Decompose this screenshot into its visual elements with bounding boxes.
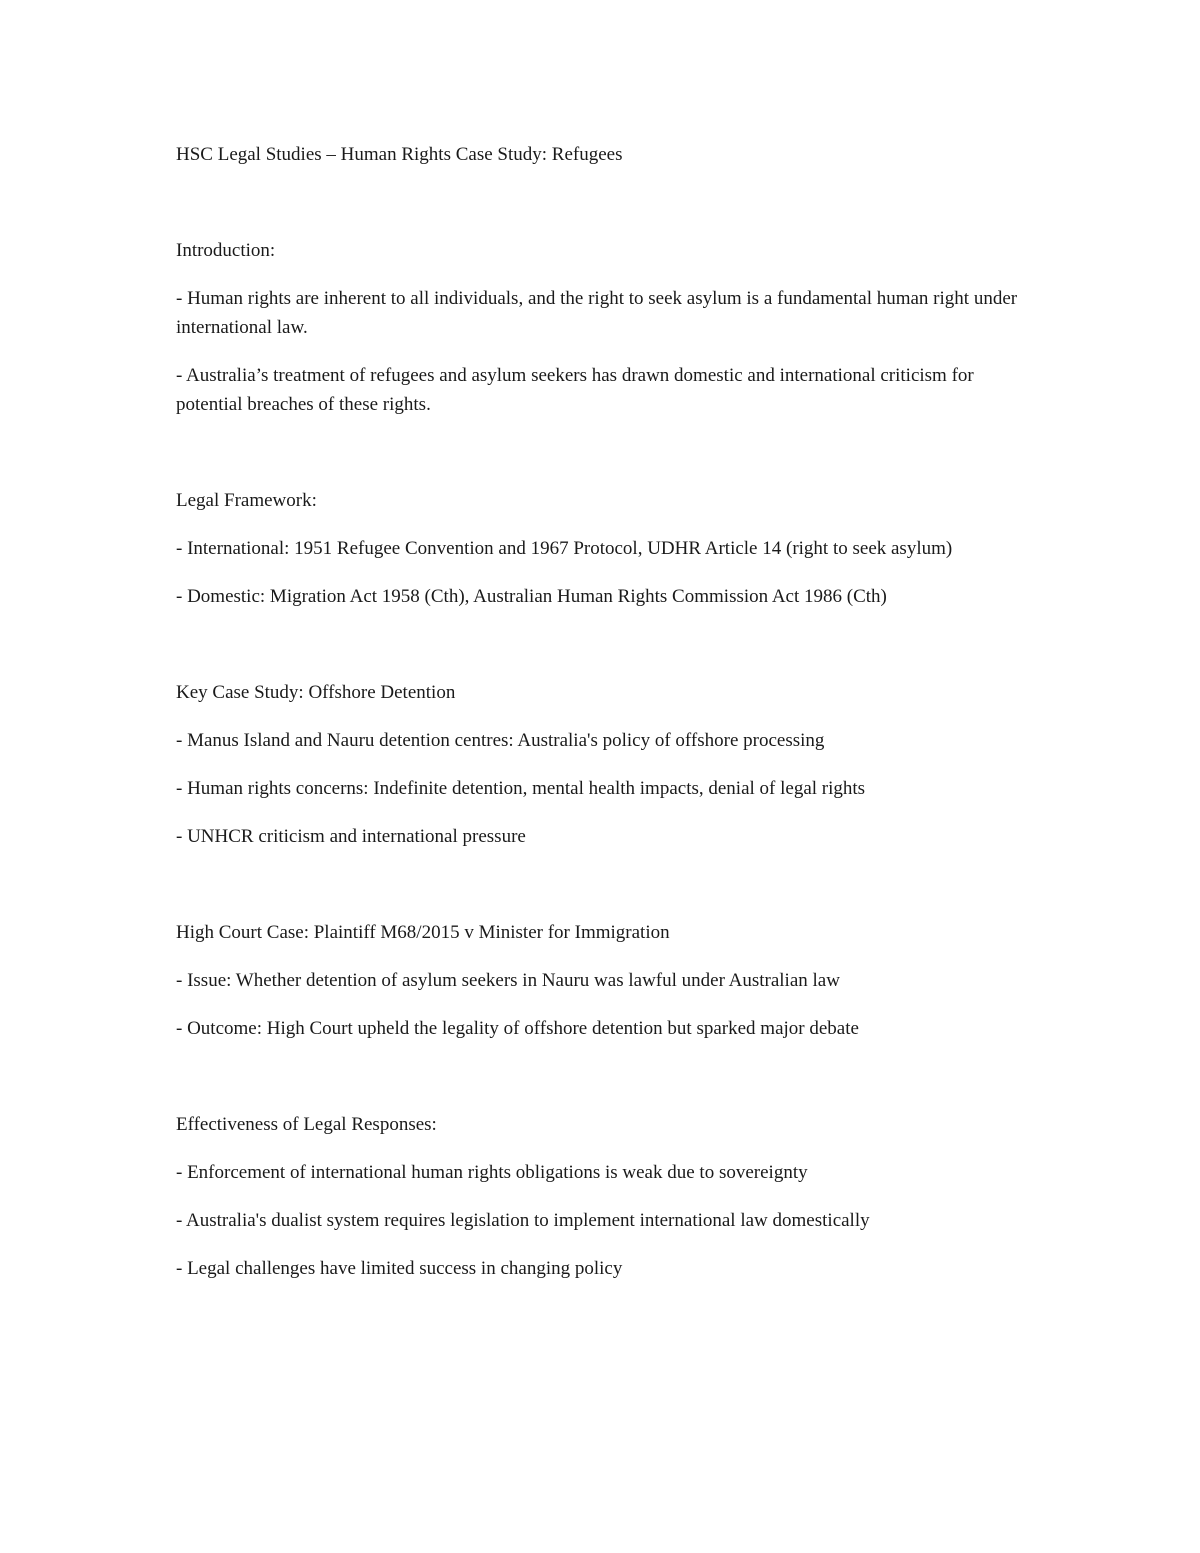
section-high-court-case	[176, 918, 1036, 1043]
bullet-item: - Manus Island and Nauru detention centres: Australia's policy of offshore processing	[176, 730, 825, 751]
bullet-item: - International: 1951 Refugee Convention and 1967 Protocol, UDHR Article 14 (right to seek asylum)	[176, 538, 953, 559]
section-heading: Legal Framework:	[176, 490, 317, 511]
bullet-item: - UNHCR criticism and international pressure	[176, 826, 526, 847]
bullet-item: - Australia's dualist system requires legislation to implement international law domestically	[176, 1210, 870, 1231]
section-heading: Key Case Study: Offshore Detention	[176, 682, 456, 703]
bullet-item: - Issue: Whether detention of asylum seekers in Nauru was lawful under Australian law	[176, 970, 840, 991]
bullet-item: - Outcome: High Court upheld the legality of offshore detention but sparked major debate	[176, 1018, 859, 1039]
bullet-item: - Human rights are inherent to all individuals, and the right to seek asylum is a fundamental human right under international law.	[176, 288, 1018, 338]
section-legal-framework	[176, 486, 1036, 611]
bullet-item: - Human rights concerns: Indefinite detention, mental health impacts, denial of legal rights	[176, 778, 866, 799]
section-introduction	[176, 236, 1036, 419]
bullet-item: - Domestic: Migration Act 1958 (Cth), Australian Human Rights Commission Act 1986 (Cth)	[176, 586, 887, 607]
bullet-item: - Enforcement of international human rights obligations is weak due to sovereignty	[176, 1162, 808, 1183]
section-key-case-study	[176, 678, 1036, 851]
bullet-item: - Legal challenges have limited success in changing policy	[176, 1258, 623, 1279]
section-heading: Introduction:	[176, 240, 276, 261]
bullet-item: - Australia’s treatment of refugees and asylum seekers has drawn domestic and international criticism for potential breaches of these rights.	[176, 365, 974, 415]
document-page	[176, 140, 1036, 1302]
section-heading: High Court Case: Plaintiff M68/2015 v Minister for Immigration	[176, 922, 670, 943]
section-heading: Effectiveness of Legal Responses:	[176, 1114, 437, 1135]
document-title: HSC Legal Studies – Human Rights Case Study: Refugees	[176, 144, 623, 165]
section-effectiveness	[176, 1110, 1036, 1283]
